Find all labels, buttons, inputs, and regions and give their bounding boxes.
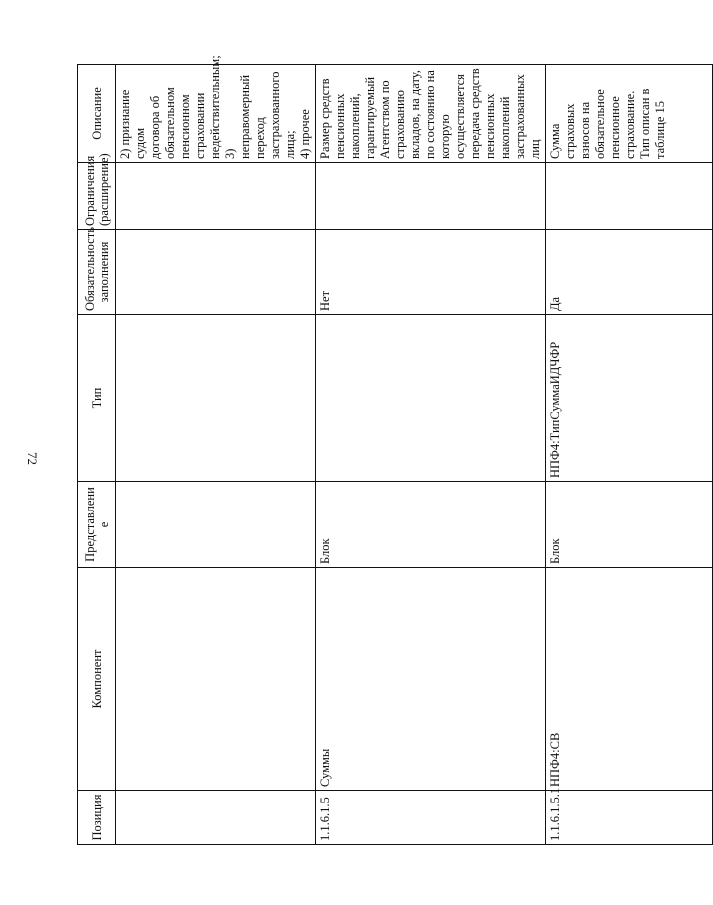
- header-description: Описание: [78, 65, 116, 163]
- cell-representation: Блок: [546, 482, 713, 568]
- cell-representation: Блок: [316, 482, 546, 568]
- component-table: [77, 55, 667, 845]
- cell-mandatory: [116, 230, 316, 315]
- table-row: [316, 65, 546, 845]
- cell-representation: [116, 482, 316, 568]
- cell-mandatory: Нет: [316, 230, 546, 315]
- cell-restrictions: [316, 163, 546, 230]
- cell-type: [116, 315, 316, 482]
- cell-description: [316, 65, 546, 163]
- header-mandatory: Обязательность заполнения: [78, 230, 116, 315]
- header-restrictions: Ограничения (расширение): [78, 163, 116, 230]
- table-row: [116, 65, 316, 845]
- cell-component: [116, 568, 316, 791]
- table-header-row: [78, 65, 116, 845]
- table-row: [546, 65, 713, 845]
- cell-position: 1.1.6.1.5.1: [546, 791, 713, 845]
- cell-description: [546, 65, 713, 163]
- cell-component: НПФ4:СВ: [546, 568, 713, 791]
- header-component: Компонент: [78, 568, 116, 791]
- description-text: Размер средств пенсионных накоплений, гарантируемый Агентством по страхованию вкладов, на дату, по состоянию на которую осуществляется передача средств пенсионных накоплений застрахованных лиц: [318, 68, 542, 159]
- cell-mandatory: Да: [546, 230, 713, 315]
- description-text: Сумма страховых взносов на обязательное пенсионное страхование. Тип описан в таблице 15: [548, 88, 667, 159]
- header-position: Позиция: [78, 791, 116, 845]
- description-text: 2) признание судом договора об обязательном пенсионном страховании недействительным; 3) неправомерный переход застрахованного лица; 4) прочее: [118, 55, 312, 159]
- page-number: 72: [25, 452, 40, 465]
- cell-position: 1.1.6.1.5: [316, 791, 546, 845]
- header-representation: Представлени е: [78, 482, 116, 568]
- cell-position: [116, 791, 316, 845]
- cell-type: [316, 315, 546, 482]
- cell-type: НПФ4:ТипСуммаИДЧФР: [546, 315, 713, 482]
- header-type: Тип: [78, 315, 116, 482]
- cell-restrictions: [546, 163, 713, 230]
- cell-description: [116, 55, 316, 163]
- cell-restrictions: [116, 163, 316, 230]
- cell-component: Суммы: [316, 568, 546, 791]
